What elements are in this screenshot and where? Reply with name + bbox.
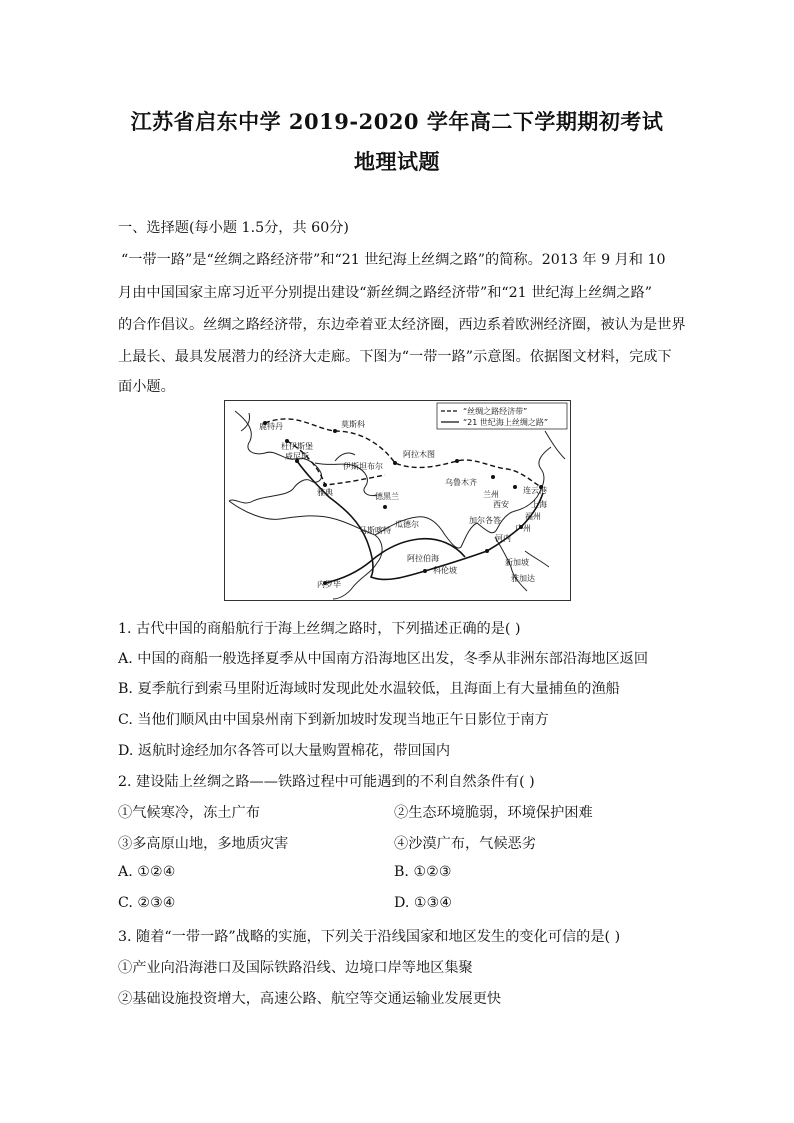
- passage-line: 月由中国国家主席习近平分别提出建设“新丝绸之路经济带”和“21 世纪海上丝绸之路”: [118, 285, 652, 301]
- place-label: 西安: [493, 500, 509, 509]
- document-subtitle: 地理试题: [354, 149, 440, 174]
- question-1-stem: 1. 古代中国的商船航行于海上丝绸之路时，下列描述正确的是( ): [118, 621, 521, 637]
- q2-statement-3: ③多高原山地，多地质灾害: [118, 836, 289, 852]
- q2-option-c[interactable]: C. ②③④: [118, 895, 176, 911]
- legend-label-maritime: “21 世纪海上丝绸之路”: [463, 418, 549, 427]
- place-label: 德黑兰: [375, 492, 399, 501]
- place-label: 新加坡: [505, 558, 529, 567]
- maritime-route-africa: [325, 539, 465, 583]
- q2-statement-4: ④沙漠广布，气候恶劣: [394, 836, 536, 852]
- question-3-stem: 3. 随着“一带一路”战略的实施，下列关于沿线国家和地区发生的变化可信的是( ): [118, 929, 621, 945]
- q2-option-d[interactable]: D. ①③④: [394, 895, 453, 911]
- passage-line: 上最长、最具发展潜力的经济大走廊。下图为“一带一路”示意图。依据图文材料，完成下: [118, 349, 672, 365]
- document-title: 江苏省启东中学 2019-2020 学年高二下学期期初考试: [130, 109, 664, 134]
- q1-option-c[interactable]: C. 当他们顺风由中国泉州南下到新加坡时发现当地正午日影位于南方: [118, 712, 549, 728]
- q3-statement-1: ①产业向沿海港口及国际铁路沿线、边境口岸等地区集聚: [118, 960, 473, 976]
- place-label: 莫斯科: [341, 420, 365, 429]
- place-label: 河内: [495, 534, 511, 543]
- place-label: 内罗毕: [317, 580, 341, 589]
- passage-line: 面小题。: [118, 379, 175, 395]
- place-label: 上海: [531, 500, 547, 509]
- place-label: 威尼斯: [285, 452, 309, 461]
- q3-statement-2: ②基础设施投资增大，高速公路、航空等交通运输业发展更快: [118, 991, 502, 1007]
- q1-option-a[interactable]: A. 中国的商船一般选择夏季从中国南方沿海地区出发，冬季从非洲东部沿海地区返回: [118, 651, 649, 667]
- place-label: 阿拉木图: [403, 450, 435, 459]
- place-label: 雅加达: [511, 574, 535, 583]
- place-label: 科伦坡: [433, 566, 457, 575]
- passage-line: 的合作倡议。丝绸之路经济带，东边牵着亚太经济圈，西边系着欧洲经济圈，被认为是世界: [118, 317, 686, 333]
- q1-option-b[interactable]: B. 夏季航行到索马里附近海域时发现此处水温较低，且海面上有大量捕鱼的渔船: [118, 681, 620, 697]
- place-label: 福州: [525, 512, 541, 521]
- place-label: 乌鲁木齐: [445, 478, 477, 487]
- place-label: 加尔各答: [469, 516, 501, 525]
- place-label: 雅典: [317, 488, 333, 497]
- question-2-stem: 2. 建设陆上丝绸之路——铁路过程中可能遇到的不利自然条件有( ): [118, 774, 535, 790]
- q2-statement-2: ②生态环境脆弱，环境保护困难: [394, 805, 593, 821]
- q2-option-a[interactable]: A. ①②④: [118, 864, 176, 880]
- place-label: 兰州: [483, 490, 499, 499]
- place-label: 马斯喀特: [359, 526, 391, 535]
- section-heading: 一、选择题(每小题 1.5分，共 60分): [118, 220, 349, 236]
- map-drawing: [225, 401, 570, 600]
- legend-label-silk-road: “丝绸之路经济带”: [463, 407, 528, 416]
- coastlines: [229, 411, 565, 599]
- passage-line: “一带一路”是“丝绸之路经济带”和“21 世纪海上丝绸之路”的简称。2013 年 9 月和 10: [121, 252, 666, 268]
- place-label: 伊斯坦布尔: [343, 462, 383, 471]
- place-label: 连云港: [523, 486, 547, 495]
- place-label: 阿拉伯海: [407, 554, 439, 563]
- q2-statement-1: ①气候寒冷，冻土广布: [118, 805, 260, 821]
- place-label: 鹿特丹: [259, 422, 283, 431]
- belt-road-map: [224, 400, 571, 601]
- q1-option-d[interactable]: D. 返航时途经加尔各答可以大量购置棉花，带回国内: [118, 743, 451, 759]
- place-label: 杜伊斯堡: [281, 442, 313, 451]
- q2-option-b[interactable]: B. ①②③: [394, 864, 452, 880]
- place-label: 瓜德尔: [395, 520, 419, 529]
- place-label: 广州: [515, 524, 531, 533]
